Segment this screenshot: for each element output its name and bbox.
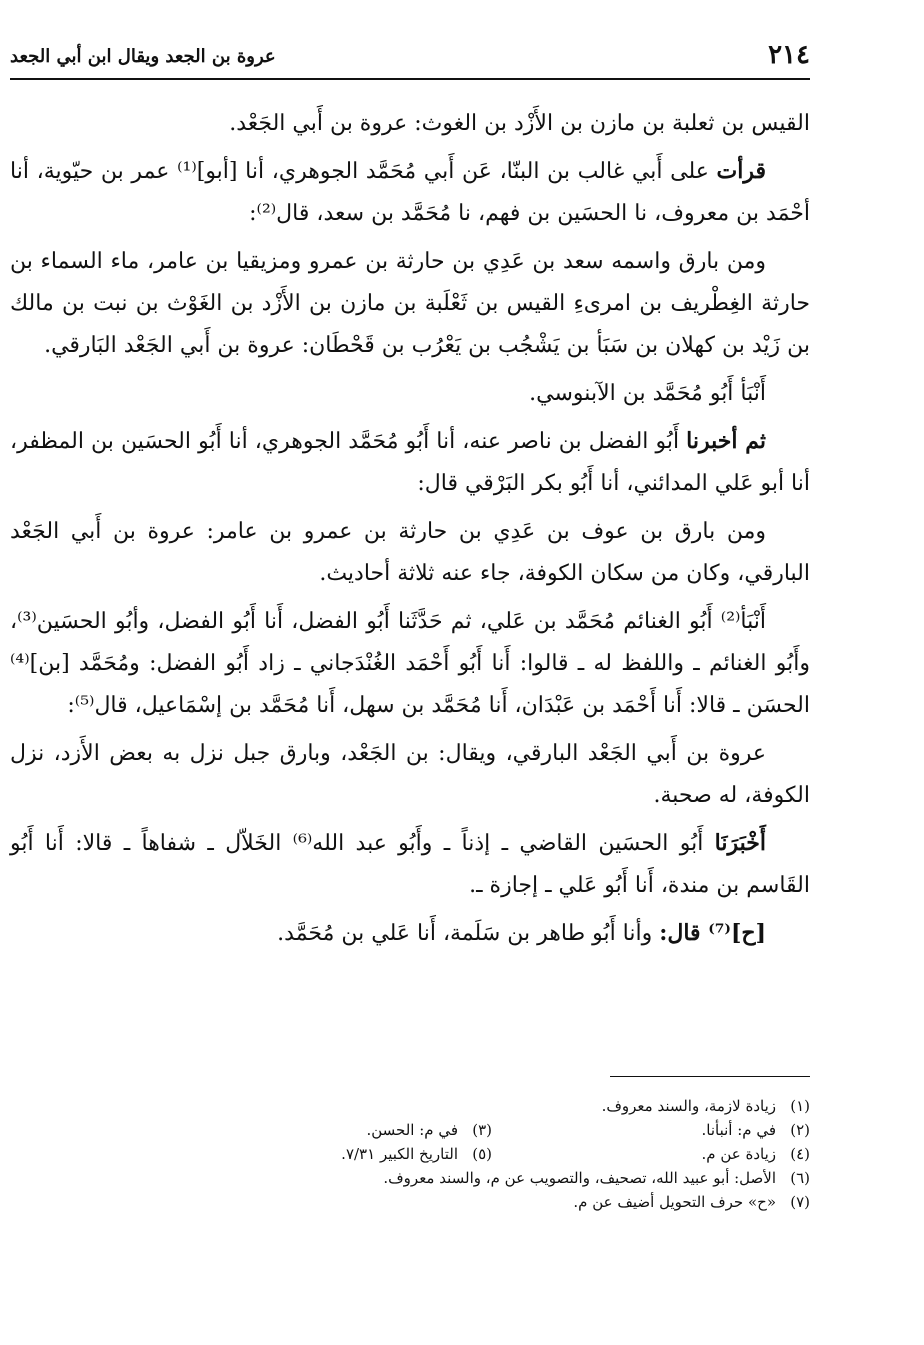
footnote-5 xyxy=(341,1142,492,1166)
page-header xyxy=(10,38,810,80)
paragraph-lead: [ح]⁽⁷⁾ قال: xyxy=(659,920,766,946)
footnotes xyxy=(200,1094,810,1214)
footnote-text: زيادة عن م. xyxy=(701,1145,776,1163)
footnote-row xyxy=(200,1142,810,1166)
paragraph-5 xyxy=(10,420,810,505)
footnote-text: «ح» حرف التحويل أضيف عن م. xyxy=(573,1193,776,1211)
footnote-4 xyxy=(492,1142,810,1166)
paragraph-4 xyxy=(10,372,810,415)
paragraph-text: ومن بارق بن عوف بن عَدِي بن حارثة بن عمرو بن عامر: عروة بن أَبي الجَعْد البارقي، وكان من سكان الكوفة، جاء عنه ثلاثة أحاديث. xyxy=(10,519,810,586)
paragraph-lead: ثم أخبرنا xyxy=(686,428,766,454)
paragraph-text: القيس بن ثعلبة بن مازن بن الأَزْد بن الغوث: عروة بن أَبي الجَعْد. xyxy=(229,111,810,136)
footnote-2 xyxy=(492,1118,810,1142)
footnote-text: في م: أنبأنا. xyxy=(701,1121,776,1139)
paragraph-6 xyxy=(10,510,810,595)
footnote-row xyxy=(200,1118,810,1142)
footnote-number: (٥) xyxy=(472,1145,492,1163)
footnote-1 xyxy=(602,1094,810,1118)
footnote-number: (٣) xyxy=(472,1121,492,1139)
paragraph-text: أَنْبَأ أَبُو مُحَمَّد بن الآبنوسي. xyxy=(529,381,766,406)
running-title: عروة بن الجعد ويقال ابن أبي الجعد xyxy=(10,46,276,67)
footnote-3 xyxy=(366,1118,492,1142)
footnote-text: في م: الحسن. xyxy=(366,1121,458,1139)
footnote-number: (٧) xyxy=(790,1193,810,1211)
paragraph-lead: أَخْبَرَنَا xyxy=(714,830,766,856)
footnote-row xyxy=(200,1166,810,1190)
footnote-row xyxy=(200,1094,810,1118)
paragraph-3 xyxy=(10,240,810,367)
footnote-divider xyxy=(610,1076,810,1077)
paragraph-10 xyxy=(10,912,810,955)
paragraph-1 xyxy=(10,102,810,145)
footnote-number: (٤) xyxy=(790,1145,810,1163)
paragraph-text: ومن بارق واسمه سعد بن عَدِي بن حارثة بن عمرو ومزيقيا بن عامر، ماء السماء بن حارثة الغِطْريف بن امرىءِ القيس بن ثَعْلَبة بن مازن بن الأَزْد بن الغَوْث بن نبت بن مالك بن زَيْد بن كهلان بن سَبَأ بن يَشْجُب بن يَعْرُب بن قَحْطَان: عروة بن أَبي الجَعْد البَارقي. xyxy=(10,249,810,358)
footnote-7 xyxy=(573,1190,810,1214)
footnote-text: زيادة لازمة، والسند معروف. xyxy=(601,1097,776,1115)
paragraph-text: أَبُو الحسَين القاضي ـ إذناً ـ وأَبُو عبد الله⁽⁶⁾ الخَلاّل ـ شفاهاً ـ قالا: أَنا أَبُو القَاسم بن مندة، أَنا أَبُو عَلي ـ إجازة ـ. xyxy=(10,831,810,898)
footnote-text: التاريخ الكبير ٧/٣١. xyxy=(341,1145,458,1163)
paragraph-text: عروة بن أَبي الجَعْد البارقي، ويقال: بن الجَعْد، وبارق جبل نزل به بعض الأَزد، نزل الكوفة، له صحبة. xyxy=(10,741,810,808)
footnote-text: الأصل: أبو عبيد الله، تصحيف، والتصويب عن م، والسند معروف. xyxy=(383,1169,776,1187)
footnote-6 xyxy=(383,1166,810,1190)
paragraph-9 xyxy=(10,822,810,907)
main-text xyxy=(10,102,810,960)
paragraph-text: على أَبي غالب بن البنّا، عَن أَبي مُحَمَّد الجوهري، أنا [أبو]⁽¹⁾ عمر بن حيّوية، أنا أحْمَد بن معروف، نا الحسَين بن فهم، نا مُحَمَّد بن سعد، قال⁽²⁾: xyxy=(10,159,810,226)
paragraph-2 xyxy=(10,150,810,235)
footnote-number: (٢) xyxy=(790,1121,810,1139)
paragraph-text: وأنا أَبُو طاهر بن سَلَمة، أَنا عَلي بن مُحَمَّد. xyxy=(277,921,660,946)
paragraph-lead: قرأت xyxy=(716,158,766,184)
paragraph-text: أَنْبَأ⁽²⁾ أَبُو الغنائم مُحَمَّد بن عَلي، ثم حَدَّثَنا أَبُو الفضل، أَنا أَبُو الفضل، وأبُو الحسَين⁽³⁾، وأَبُو الغنائم ـ واللفظ له ـ قالوا: أَنا أَبُو أَحْمَد الغُنْدَجاني ـ زاد أَبُو الفضل: ومُحَمَّد [بن]⁽⁴⁾ الحسَن ـ قالا: أَنا أَحْمَد بن عَبْدَان، أَنا مُحَمَّد بن سهل، أَنا مُحَمَّد بن إسْمَاعيل، قال⁽⁵⁾: xyxy=(10,609,810,718)
paragraph-8 xyxy=(10,732,810,817)
page-number: ٢١٤ xyxy=(768,40,810,70)
paragraph-7 xyxy=(10,600,810,727)
footnote-number: (٦) xyxy=(790,1169,810,1187)
footnote-number: (١) xyxy=(790,1097,810,1115)
paragraph-text: أَبُو الفضل بن ناصر عنه، أنا أَبُو مُحَمَّد الجوهري، أنا أَبُو الحسَين بن المظفر، أنا أبو عَلي المدائني، أنا أَبُو بكر البَرْقي قال: xyxy=(10,429,810,496)
footnote-row xyxy=(200,1190,810,1214)
